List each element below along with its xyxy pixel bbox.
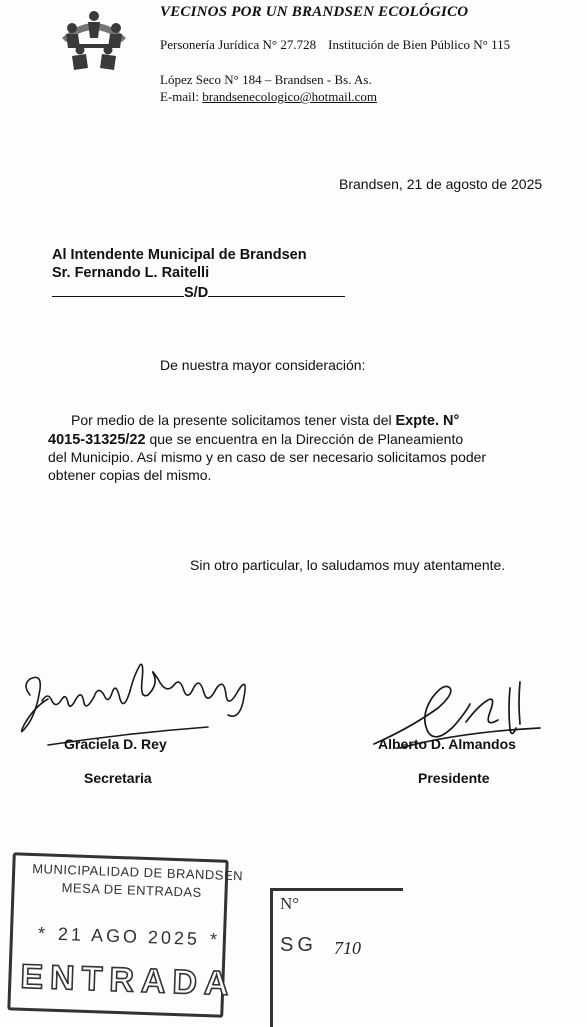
- closing-line: Sin otro particular, lo saludamos muy atentamente.: [190, 557, 506, 573]
- signatory-name-2: Alberto D. Almandos: [378, 736, 516, 752]
- recipient-sd: S/D: [184, 285, 209, 301]
- underline-right: [208, 283, 345, 297]
- stamp-date: * 21 AGO 2025 *: [37, 923, 221, 950]
- legal-status: Personería Jurídica N° 27.728: [160, 37, 317, 52]
- public-good-status: Institución de Bien Público N° 115: [328, 37, 511, 52]
- signatory-name-1: Graciela D. Rey: [64, 736, 167, 752]
- body-line-3: del Municipio. Así mismo y en caso de ser necesario solicitamos poder: [48, 449, 487, 465]
- date-line: Brandsen, 21 de agosto de 2025: [339, 176, 543, 192]
- org-legal-info: [160, 37, 510, 53]
- body-line-1: Por medio de la presente solicitamos tener vista del Expte. N°: [71, 412, 460, 429]
- stamp-no-label: N°: [280, 894, 300, 913]
- signatory-role-2: Presidente: [418, 770, 490, 786]
- org-email-line: [160, 89, 377, 105]
- body-line-4: obtener copias del mismo.: [48, 466, 212, 483]
- entry-stamp: [7, 852, 244, 1017]
- recipient-line-2: Sr. Fernando L. Raitelli: [52, 265, 210, 281]
- org-address: López Seco N° 184 – Brandsen - Bs. As.: [160, 72, 372, 87]
- stamp-municipality: MUNICIPALIDAD DE BRANDSEN: [32, 861, 244, 884]
- file-number-label: Expte. N°: [395, 413, 460, 429]
- org-name: VECINOS POR UN BRANDSEN ECOLÓGICO: [160, 4, 469, 20]
- stamp-handwritten-number: 710: [334, 938, 361, 958]
- people-circle-logo-icon: [58, 8, 130, 72]
- stamp-entrada-label: ENTRADA: [19, 957, 237, 1004]
- email-link[interactable]: brandsenecologico@hotmail.com: [202, 89, 378, 104]
- recipient-line-3: [52, 283, 345, 301]
- recipient-line-1: Al Intendente Municipal de Brandsen: [52, 247, 307, 263]
- underline-left: [52, 283, 184, 297]
- stamp-sg-label: SG: [280, 934, 317, 956]
- number-stamp: [270, 888, 430, 1024]
- letter-body: [48, 412, 587, 484]
- stamp-desk: MESA DE ENTRADAS: [61, 880, 203, 900]
- body-line-2: 4015-31325/22 que se encuentra en la Dirección de Planeamiento: [48, 430, 464, 448]
- salutation: De nuestra mayor consideración:: [160, 357, 366, 373]
- email-label: E-mail:: [160, 89, 199, 104]
- file-number: 4015-31325/22: [48, 431, 146, 448]
- signatory-role-1: Secretaria: [84, 770, 152, 786]
